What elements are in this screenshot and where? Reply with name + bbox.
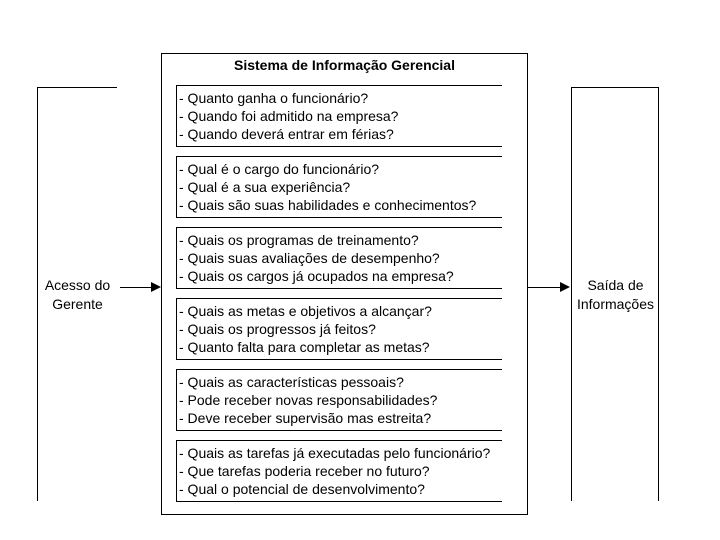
input-label-line2: Gerente	[52, 296, 103, 312]
output-arrow-shaft	[528, 287, 560, 288]
question-6-1: - Quais as tarefas já executadas pelo funcionário?	[179, 445, 491, 461]
question-5-3: - Deve receber supervisão mas estreita?	[179, 410, 432, 426]
question-2-2: - Qual é a sua experiência?	[179, 179, 351, 195]
question-4-2: - Quais os progressos já feitos?	[179, 321, 376, 337]
input-label-line1: Acesso do	[44, 277, 111, 293]
question-3-1: - Quais os programas de treinamento?	[179, 232, 419, 248]
input-label	[35, 276, 120, 314]
output-label	[572, 276, 659, 314]
question-5-1: - Quais as características pessoais?	[179, 374, 404, 390]
system-title: Sistema de Informação Gerencial	[234, 57, 455, 73]
question-6-3: - Qual o potencial de desenvolvimento?	[179, 481, 425, 497]
output-bracket-top	[571, 87, 658, 88]
output-label-line1: Saída de	[587, 277, 644, 293]
question-4-1: - Quais as metas e objetivos a alcançar?	[179, 303, 432, 319]
question-2-1: - Qual é o cargo do funcionário?	[179, 161, 380, 177]
question-4-3: - Quanto falta para completar as metas?	[179, 339, 430, 355]
output-arrow-head	[560, 282, 570, 292]
question-3-2: - Quais suas avaliações de desempenho?	[179, 250, 440, 266]
input-bracket-top	[37, 87, 117, 88]
question-2-3: - Quais são suas habilidades e conhecimentos?	[179, 197, 477, 213]
question-1-3: - Quando deverá entrar em férias?	[179, 126, 394, 142]
question-6-2: - Que tarefas poderia receber no futuro?	[179, 463, 430, 479]
question-1-1: - Quanto ganha o funcionário?	[179, 90, 369, 106]
input-arrow-shaft	[120, 287, 151, 288]
question-1-2: - Quando foi admitido na empresa?	[179, 108, 399, 124]
input-arrow-head	[151, 282, 161, 292]
question-3-3: - Quais os cargos já ocupados na empresa?	[179, 268, 454, 284]
question-5-2: - Pode receber novas responsabilidades?	[179, 392, 438, 408]
output-label-line2: Informações	[576, 296, 655, 312]
